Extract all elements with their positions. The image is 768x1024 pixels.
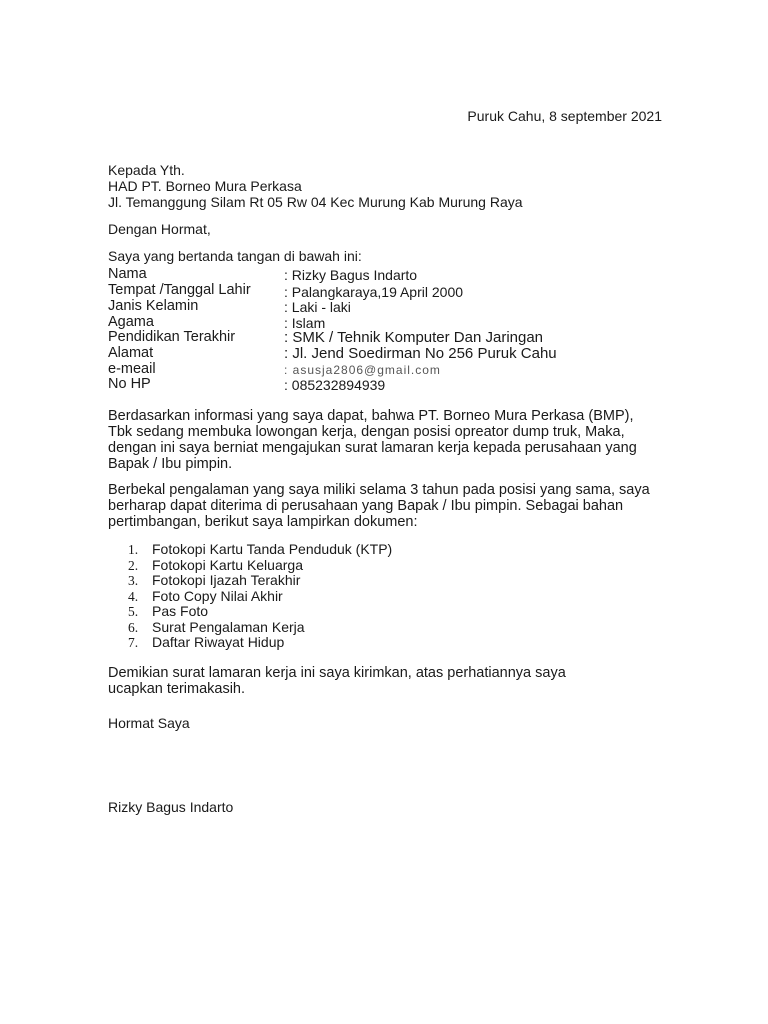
paragraph-line: pertimbangan, berikut saya lampirkan dokumen: <box>108 514 418 530</box>
list-item: 6. Surat Pengalaman Kerja <box>128 618 305 635</box>
list-item: 1. Fotokopi Kartu Tanda Penduduk (KTP) <box>128 541 393 557</box>
recipient-greeting: Kepada Yth. <box>108 162 185 178</box>
list-item: 7. Daftar Riwayat Hidup <box>128 634 285 650</box>
recipient-address: Jl. Temanggung Silam Rt 05 Rw 04 Kec Murung Kab Murung Raya <box>108 194 523 210</box>
salutation: Dengan Hormat, <box>108 221 211 237</box>
paragraph-line: dengan ini saya berniat mengajukan surat lamaran kerja kepada perusahaan yang <box>108 440 637 456</box>
identity-label-name: Nama <box>108 266 147 282</box>
identity-label-education: Pendidikan Terakhir <box>108 329 236 345</box>
identity-value-name: : Rizky Bagus Indarto <box>284 267 418 283</box>
recipient-company: HAD PT. Borneo Mura Perkasa <box>108 178 302 194</box>
paragraph-line: Demikian surat lamaran kerja ini saya kirimkan, atas perhatiannya saya <box>108 665 566 681</box>
identity-value-birth: : Palangkaraya,19 April 2000 <box>284 284 464 300</box>
paragraph-line: ucapkan terimakasih. <box>108 681 246 697</box>
identity-value-gender: : Laki - laki <box>284 299 351 315</box>
identity-label-religion: Agama <box>108 314 154 330</box>
identity-label-address: Alamat <box>108 345 154 361</box>
list-item: 4. Foto Copy Nilai Akhir <box>128 587 283 604</box>
identity-label-phone: No HP <box>108 376 151 392</box>
identity-value-education: : SMK / Tehnik Komputer Dan Jaringan <box>284 329 544 346</box>
identity-value-email: : asusja2806@gmail.com <box>284 363 441 377</box>
place-date: Puruk Cahu, 8 september 2021 <box>467 108 662 124</box>
list-item: 2. Fotokopi Kartu Keluarga <box>128 556 303 573</box>
paragraph-closing <box>108 665 566 697</box>
paragraph-line: Bapak / Ibu pimpin. <box>108 456 233 472</box>
intro-line: Saya yang bertanda tangan di bawah ini: <box>108 248 362 264</box>
identity-label-email: e-meail <box>108 361 156 377</box>
sign-off: Hormat Saya <box>108 715 190 731</box>
paragraph-line: berharap dapat diterima di perusahaan yang Bapak / Ibu pimpin. Sebagai bahan <box>108 498 624 514</box>
identity-value-phone: : 085232894939 <box>284 377 386 393</box>
identity-label-gender: Janis Kelamin <box>108 298 199 314</box>
paragraph-intent <box>108 408 637 472</box>
list-item: 3. Fotokopi Ijazah Terakhir <box>128 572 301 588</box>
attachment-list <box>128 542 392 651</box>
identity-value-religion: : Islam <box>284 315 326 331</box>
identity-value-address: : Jl. Jend Soedirman No 256 Puruk Cahu <box>284 345 557 362</box>
paragraph-line: Berbekal pengalaman yang saya miliki selama 3 tahun pada posisi yang sama, saya <box>108 482 650 498</box>
paragraph-line: Berdasarkan informasi yang saya dapat, bahwa PT. Borneo Mura Perkasa (BMP), <box>108 408 634 424</box>
paragraph-experience <box>108 482 650 530</box>
list-item: 5. Pas Foto <box>128 603 209 619</box>
identity-label-birth: Tempat /Tanggal Lahir <box>108 282 251 298</box>
signature-name: Rizky Bagus Indarto <box>108 799 234 815</box>
paragraph-line: Tbk sedang membuka lowongan kerja, dengan posisi opreator dump truk, Maka, <box>108 424 625 440</box>
